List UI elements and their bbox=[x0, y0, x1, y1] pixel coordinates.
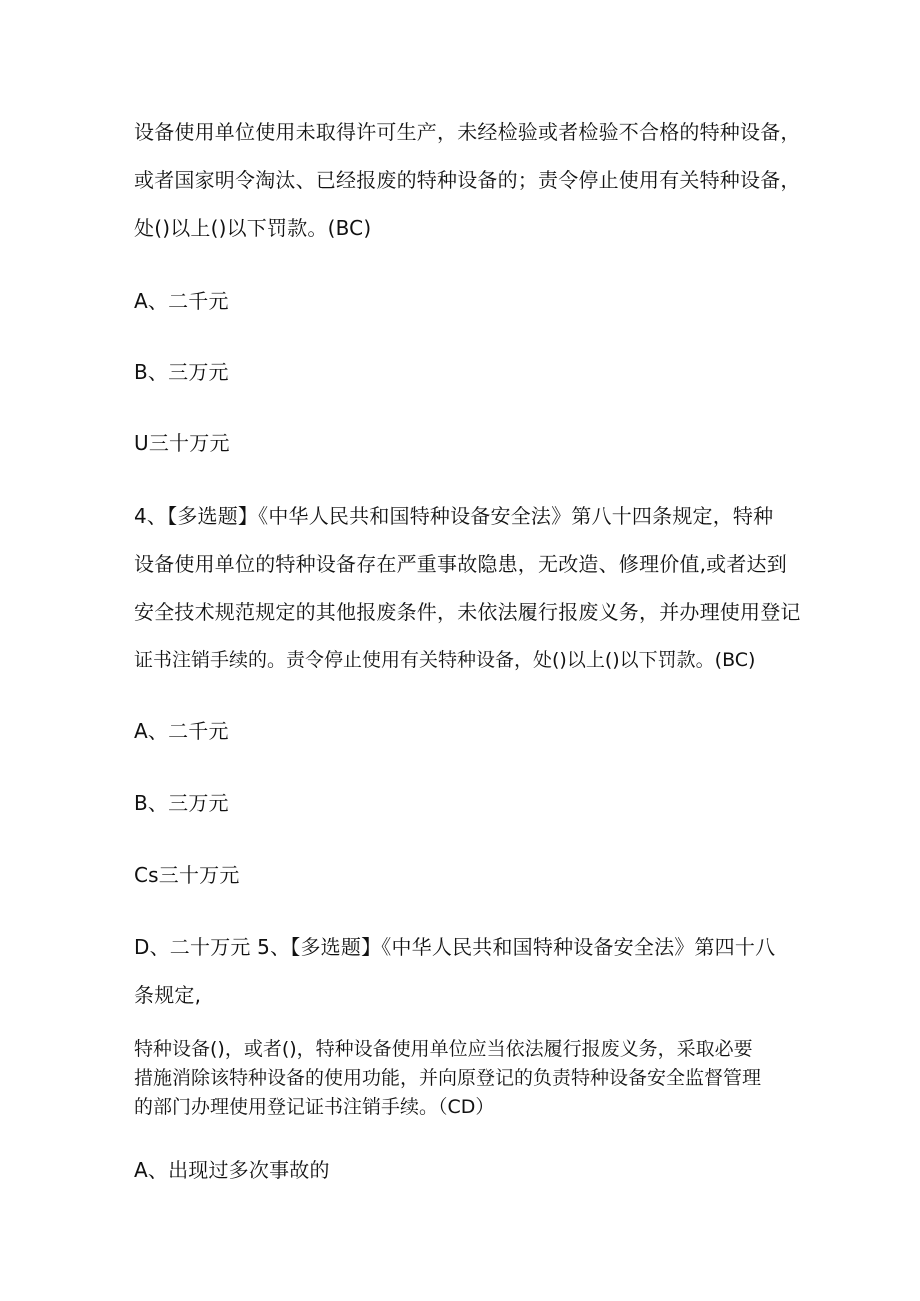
q3-option-b: B、三万元 bbox=[134, 360, 229, 384]
q4-text-line-2: 设备使用单位的特种设备存在严重事故隐患，无改造、修理价值,或者达到 bbox=[134, 552, 787, 576]
q4-text-line-1: 4、【多选题】《中华人民共和国特种设备安全法》第八十四条规定，特种 bbox=[134, 504, 774, 528]
q5-text-line-1: 特种设备()，或者()，特种设备使用单位应当依法履行报废义务，采取必要 bbox=[134, 1038, 753, 1060]
q4-option-c: Cs三十万元 bbox=[134, 863, 240, 887]
q5-option-a: A、出现过多次事故的 bbox=[134, 1158, 330, 1182]
q4-text-line-4: 证书注销手续的。责令停止使用有关特种设备，处()以上()以下罚款。(BC) bbox=[134, 649, 756, 671]
q3-option-c: U三十万元 bbox=[134, 431, 230, 455]
q4-option-d-and-q5-heading: D、二十万元 5、【多选题】《中华人民共和国特种设备安全法》第四十八 bbox=[134, 935, 776, 959]
q4-text-line-3: 安全技术规范规定的其他报废条件，未依法履行报废义务，并办理使用登记 bbox=[134, 600, 801, 624]
q4-option-a: A、二千元 bbox=[134, 719, 229, 743]
q5-text-line-3: 的部门办理使用登记证书注销手续。（CD） bbox=[134, 1096, 495, 1118]
q3-text-line-3: 处()以上()以下罚款。(BC) bbox=[134, 216, 372, 240]
q3-text-line-2: 或者国家明令淘汰、已经报废的特种设备的；责令停止使用有关特种设备， bbox=[134, 168, 801, 192]
q3-text-line-1: 设备使用单位使用未取得许可生产，未经检验或者检验不合格的特种设备， bbox=[134, 120, 801, 144]
q5-body bbox=[134, 1035, 804, 1122]
q5-text-line-2: 措施消除该特种设备的使用功能，并向原登记的负责特种设备安全监督管理 bbox=[134, 1067, 762, 1089]
q4-option-b: B、三万元 bbox=[134, 791, 229, 815]
q3-option-a: A、二千元 bbox=[134, 289, 229, 313]
q5-heading-line-2: 条规定, bbox=[134, 983, 202, 1007]
